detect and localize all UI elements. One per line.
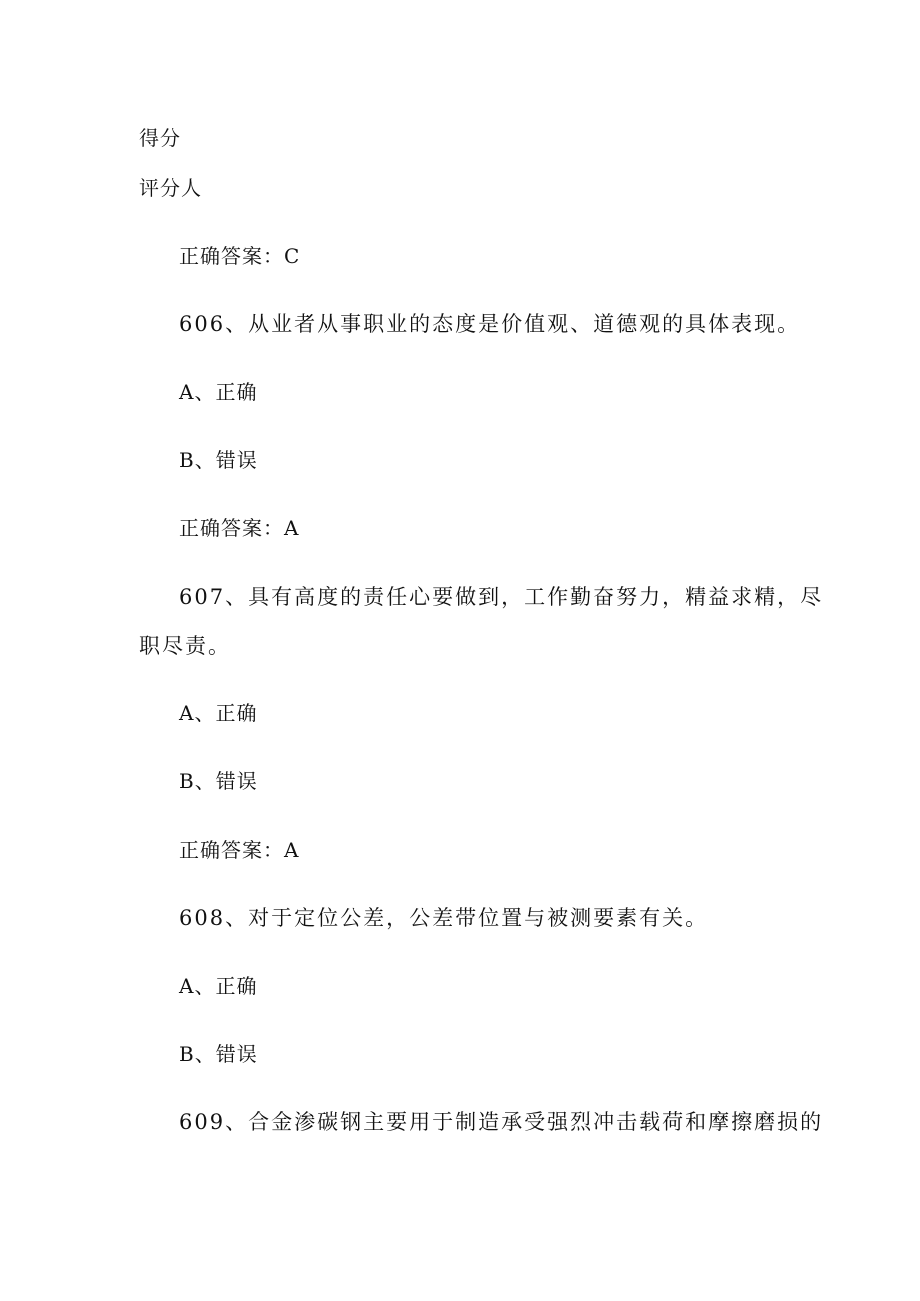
question-606-option-a: A、正确 (179, 380, 258, 404)
question-607-line1: 607、具有高度的责任心要做到，工作勤奋努力，精益求精，尽 (179, 585, 824, 609)
answer-previous: 正确答案：C (179, 244, 301, 268)
score-label: 得分 (139, 126, 181, 150)
question-607-answer: 正确答案：A (179, 838, 300, 862)
question-607-line2: 职尽责。 (139, 634, 231, 658)
question-606-answer: 正确答案：A (179, 516, 300, 540)
question-609-line1: 609、合金渗碳钢主要用于制造承受强烈冲击载荷和摩擦磨损的 (179, 1110, 824, 1134)
grader-label: 评分人 (139, 176, 202, 200)
question-608-option-b: B、错误 (179, 1042, 258, 1066)
question-607-option-a: A、正确 (179, 701, 258, 725)
question-608: 608、对于定位公差，公差带位置与被测要素有关。 (179, 906, 709, 930)
question-607-option-b: B、错误 (179, 769, 258, 793)
question-606-option-b: B、错误 (179, 448, 258, 472)
question-608-option-a: A、正确 (179, 974, 258, 998)
question-606: 606、从业者从事职业的态度是价值观、道德观的具体表现。 (179, 312, 801, 336)
